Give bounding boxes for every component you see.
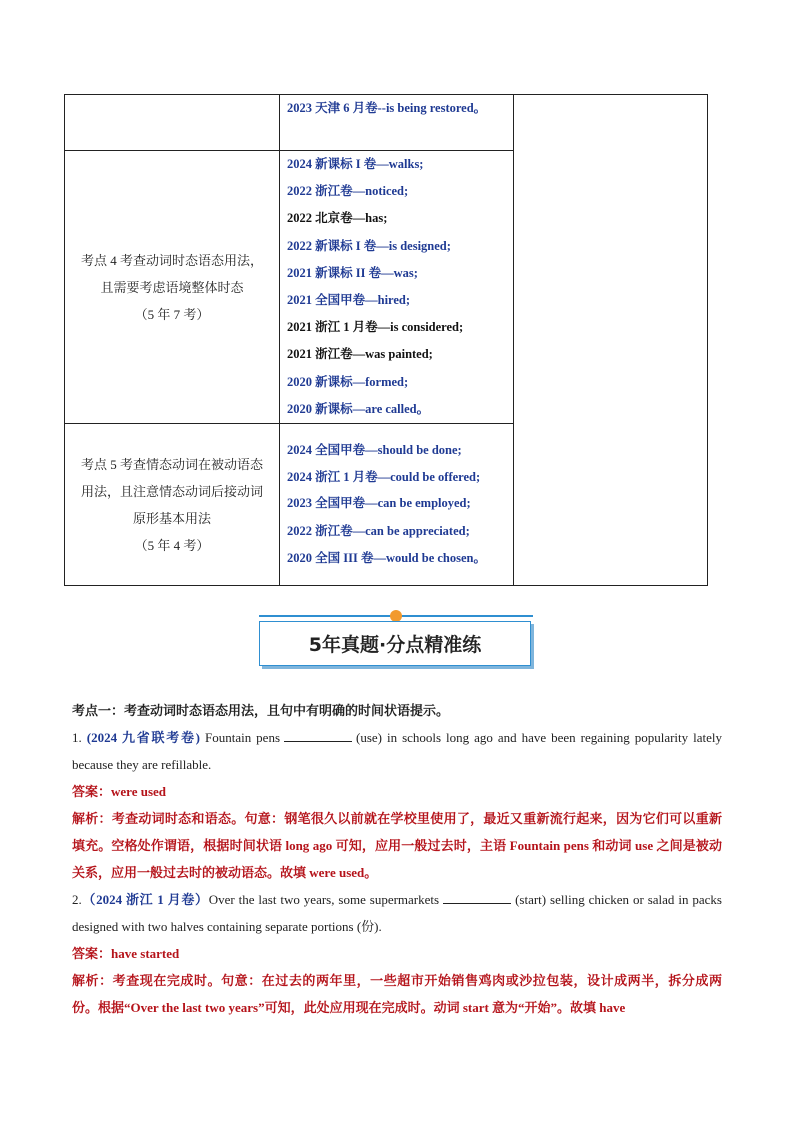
analysis-2: [72, 967, 722, 1021]
exam-points-table: [64, 94, 708, 586]
label-line: 用法，且注意情态动词后接动词: [80, 483, 263, 499]
banner-title: 5年真题·分点精准练: [259, 621, 531, 666]
analysis-label: 解析：: [72, 973, 113, 988]
label-line: （5 年 7 考）: [134, 306, 210, 322]
exam-entry: 2024 新课标 I 卷—walks;: [287, 157, 424, 171]
answer-label: 答案：: [72, 784, 112, 799]
exam-entry: 2023 天津 6 月卷--is being restored。: [287, 101, 487, 115]
question-1: [72, 724, 722, 778]
exam-entry: 2020 新课标—are called。: [287, 401, 430, 416]
answer-1: [72, 778, 722, 805]
question-text-before: Over the last two years, some supermarkets: [208, 892, 440, 907]
table-cell-entries: [280, 424, 514, 586]
exam-entry: 2022 北京卷—has;: [287, 211, 388, 226]
question-text-after: (start) selling chicken or salad in packs designed with two halves containing separate portions (份).: [72, 892, 722, 934]
question-text-after: (use) in schools long ago and have been regaining popularity lately because they are refillable.: [72, 730, 723, 772]
answer-value: have started: [111, 946, 180, 961]
label-line: 考点 5 考查情态动词在被动语态: [80, 456, 263, 472]
table-row: [65, 95, 708, 151]
table-cell-notes: [514, 95, 708, 586]
exam-entry: 2021 浙江 1 月卷—is considered;: [287, 320, 464, 335]
exercise-content: [72, 697, 722, 1021]
analysis-text: 考查现在完成时。句意：在过去的两年里，一些超市开始销售鸡肉或沙拉包装，设计成两半，拆分成两份。根据“Over the last two years”可知，此处应用现在完成时。动词 start 意为“开始”。故填 have: [72, 973, 722, 1015]
answer-value: were used: [111, 784, 167, 799]
exam-entry: 2023 全国甲卷—can be employed;: [287, 496, 471, 511]
exam-entry: 2024 浙江 1 月卷—could be offered;: [287, 470, 481, 485]
exam-entry: 2022 浙江卷—can be appreciated;: [287, 523, 470, 538]
answer-label: 答案：: [72, 946, 112, 961]
exam-entry: 2022 新课标 I 卷—is designed;: [287, 238, 451, 253]
exam-entry: 2020 全国 III 卷—would be chosen。: [287, 550, 486, 565]
question-text-before: Fountain pens: [204, 730, 281, 745]
analysis-text: 考查动词时态和语态。句意：钢笔很久以前就在学校里使用了，最近又重新流行起来，因为它们可以重新填充。空格处作谓语，根据时间状语 long ago 可知，应用一般过去时，主语 Fountain pens 和动词 use 之间是被动关系，应用一般过去时的被动语态。故填 were used。: [72, 811, 722, 880]
analysis-1: [72, 805, 722, 886]
answer-2: [72, 940, 722, 967]
exam-entry: 2022 浙江卷—noticed;: [287, 184, 409, 199]
table-cell-label: [65, 95, 280, 151]
answer-blank: [443, 891, 511, 904]
table-cell-entries: [280, 95, 514, 151]
label-line: 且需要考虑语境整体时态: [100, 279, 244, 295]
exam-entry: 2021 全国甲卷—hired;: [287, 293, 411, 308]
table-cell-label: [65, 424, 280, 586]
exam-point-label: [65, 451, 279, 559]
exam-point-label: [65, 247, 279, 328]
exam-entry: 2021 新课标 II 卷—was;: [287, 265, 418, 280]
entries-list: [287, 437, 513, 572]
label-line: （5 年 4 考）: [134, 537, 210, 553]
exam-entry: 2021 浙江卷—was painted;: [287, 347, 433, 362]
section-banner: [259, 610, 533, 668]
question-2: [72, 886, 722, 940]
question-number: 1.: [72, 730, 82, 745]
table-cell-entries: [280, 151, 514, 424]
section-heading: 考点一：考查动词时态语态用法，且句中有明确的时间状语提示。: [72, 703, 450, 718]
question-source: （2024 浙江 1 月卷）: [81, 892, 209, 907]
label-line: 原形基本用法: [132, 510, 211, 526]
exam-entry: 2024 全国甲卷—should be done;: [287, 443, 462, 458]
question-source: (2024 九省联考卷): [86, 730, 200, 745]
answer-blank: [284, 729, 352, 742]
entries-list: [287, 95, 513, 122]
table-cell-label: [65, 151, 280, 424]
analysis-label: 解析：: [72, 811, 112, 826]
exam-entry: 2020 新课标—formed;: [287, 374, 409, 389]
question-number: 2.: [72, 892, 82, 907]
label-line: 考点 4 考查动词时态语态用法，: [80, 252, 263, 268]
entries-list: [287, 151, 513, 423]
